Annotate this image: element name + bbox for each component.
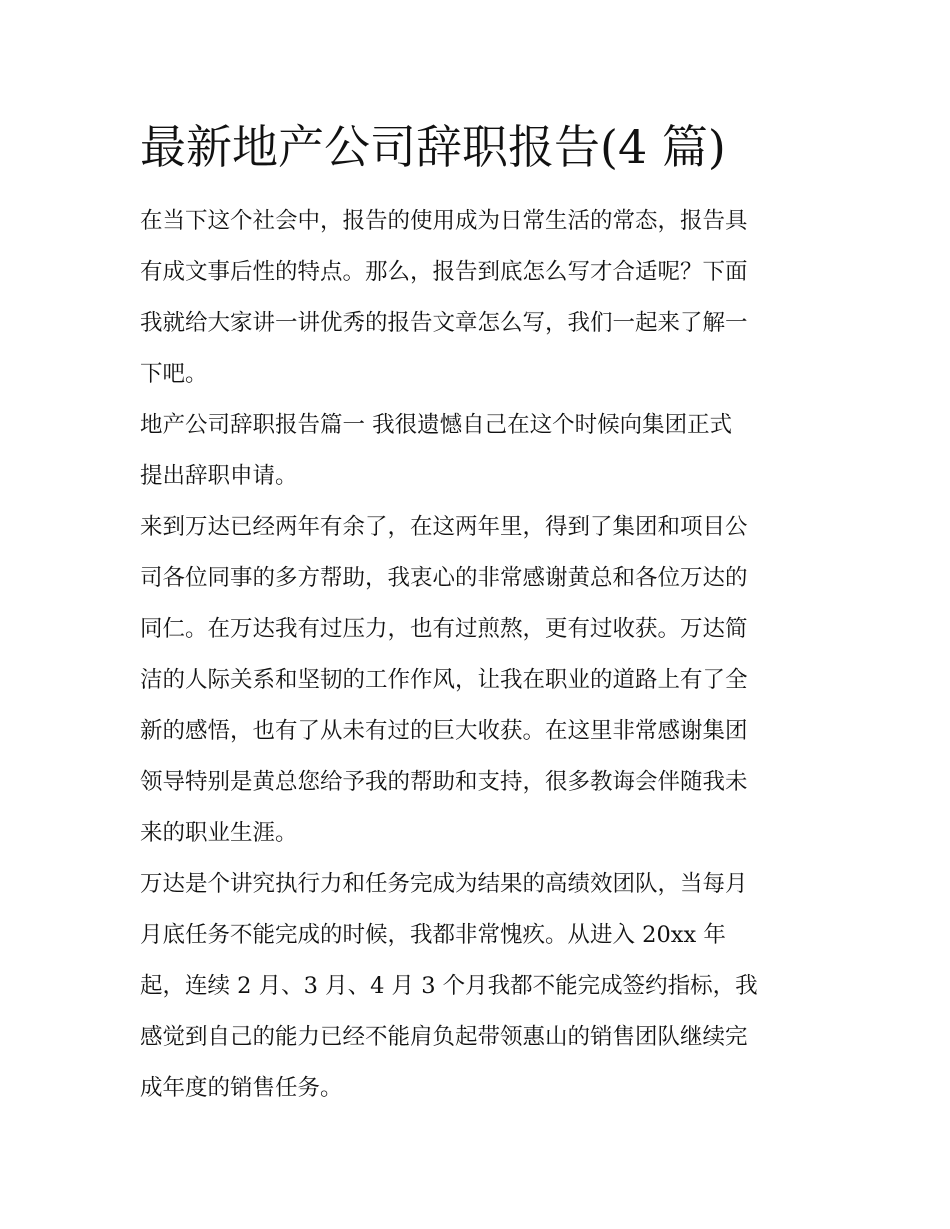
paragraph-performance [140,859,830,1114]
text-line: 提出辞职申请。 [140,463,298,489]
text-line: 在当下这个社会中，报告的使用成为日常生活的常态，报告具 [140,208,748,234]
text-line: 成年度的销售任务。 [140,1075,343,1101]
text-line: 地产公司辞职报告篇一 我很遗憾自己在这个时候向集团正式 [140,412,733,438]
text-line: 月底任务不能完成的时候，我都非常愧疚。从进入 20xx 年 [140,922,726,948]
text-line: 感觉到自己的能力已经不能肩负起带领惠山的销售团队继续完 [140,1024,748,1050]
text-line: 起，连续 2 月、3 月、4 月 3 个月我都不能完成签约指标，我 [140,973,758,999]
paragraph-gratitude [140,502,830,859]
text-line: 洁的人际关系和坚韧的工作作风，让我在职业的道路上有了全 [140,667,748,693]
document-title: 最新地产公司辞职报告(4 篇) [140,120,726,174]
paragraph-intro [140,196,830,400]
text-line: 来的职业生涯。 [140,820,298,846]
text-line: 万达是个讲究执行力和任务完成为结果的高绩效团队，当每月 [140,871,748,897]
text-line: 领导特别是黄总您给予我的帮助和支持，很多教诲会伴随我未 [140,769,748,795]
paragraph-section-one [140,400,830,502]
text-line: 来到万达已经两年有余了，在这两年里，得到了集团和项目公 [140,514,748,540]
text-line: 我就给大家讲一讲优秀的报告文章怎么写，我们一起来了解一 [140,310,748,336]
text-line: 新的感悟，也有了从未有过的巨大收获。在这里非常感谢集团 [140,718,748,744]
document-body [140,196,830,1114]
text-line: 司各位同事的多方帮助，我衷心的非常感谢黄总和各位万达的 [140,565,748,591]
text-line: 有成文事后性的特点。那么，报告到底怎么写才合适呢？下面 [140,259,748,285]
text-line: 下吧。 [140,361,208,387]
text-line: 同仁。在万达我有过压力，也有过煎熬，更有过收获。万达简 [140,616,748,642]
